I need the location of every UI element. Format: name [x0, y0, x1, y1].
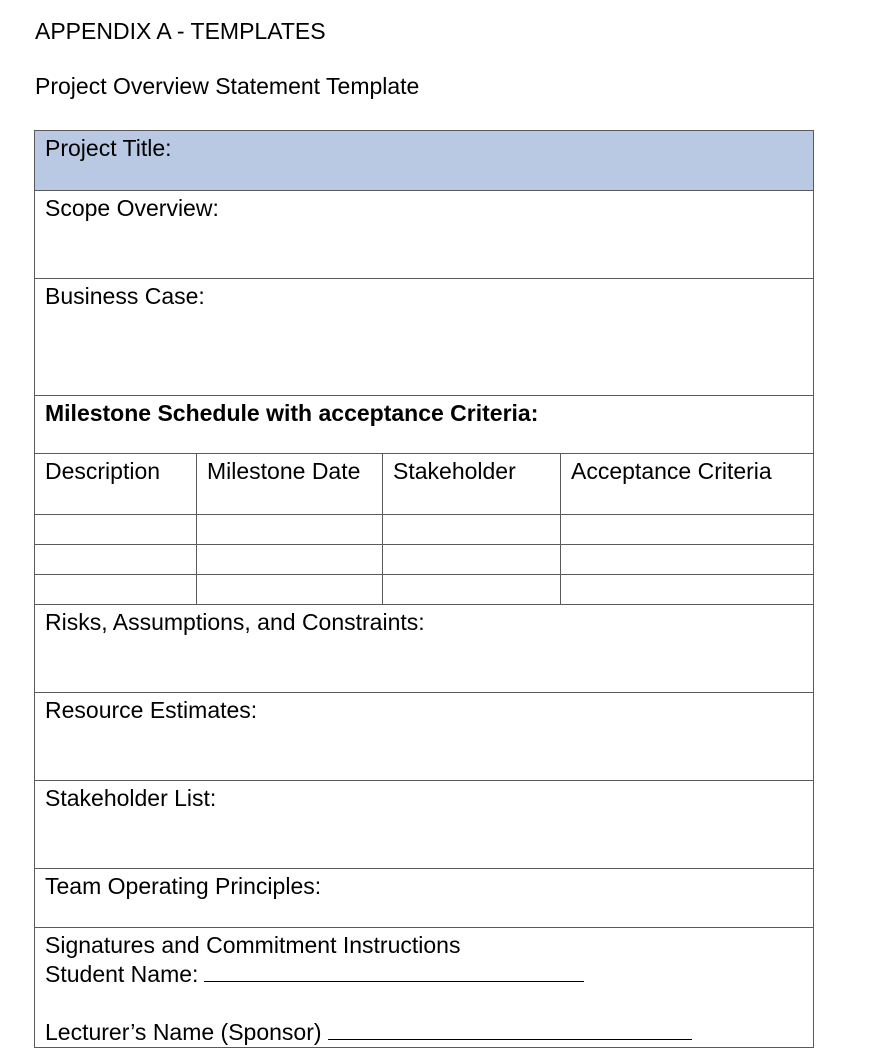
stakeholder-column-header: Stakeholder — [393, 458, 516, 484]
milestone-acceptance-cell[interactable] — [561, 515, 814, 545]
milestone-entry-row — [35, 545, 814, 575]
business-case-row — [35, 279, 814, 396]
project-overview-form — [34, 130, 814, 1048]
lecturer-name-line[interactable] — [328, 1019, 692, 1040]
milestone-date-cell[interactable] — [197, 545, 383, 575]
resource-estimates-row — [35, 693, 814, 781]
milestone-stakeholder-cell[interactable] — [383, 515, 561, 545]
stakeholder-list-row — [35, 781, 814, 869]
milestone-stakeholder-cell[interactable] — [383, 545, 561, 575]
lecturer-name-row — [45, 1018, 804, 1047]
milestone-col-acceptance — [561, 454, 814, 515]
milestone-date-cell[interactable] — [197, 575, 383, 605]
project-title-field[interactable] — [35, 131, 814, 191]
milestone-description-cell[interactable] — [35, 545, 197, 575]
milestone-date-column-header: Milestone Date — [207, 458, 361, 484]
scope-overview-row — [35, 191, 814, 279]
milestone-acceptance-cell[interactable] — [561, 545, 814, 575]
milestone-stakeholder-cell[interactable] — [383, 575, 561, 605]
milestone-col-date — [197, 454, 383, 515]
milestone-entry-row — [35, 575, 814, 605]
student-name-line[interactable] — [204, 961, 584, 982]
student-name-row — [45, 960, 804, 989]
resource-estimates-label: Resource Estimates: — [45, 697, 258, 723]
milestone-description-cell[interactable] — [35, 515, 197, 545]
risks-field[interactable] — [35, 605, 814, 693]
milestone-schedule-row — [35, 396, 814, 454]
scope-overview-field[interactable] — [35, 191, 814, 279]
milestone-header-row — [35, 454, 814, 515]
milestone-entry-row — [35, 515, 814, 545]
business-case-field[interactable] — [35, 279, 814, 396]
business-case-label: Business Case: — [45, 283, 205, 309]
stakeholder-list-label: Stakeholder List: — [45, 785, 217, 811]
team-principles-label: Team Operating Principles: — [45, 873, 322, 899]
signatures-heading: Signatures and Commitment Instructions — [45, 932, 461, 958]
milestone-col-description — [35, 454, 197, 515]
template-subheading: Project Overview Statement Template — [35, 73, 420, 99]
team-principles-row — [35, 869, 814, 928]
risks-row — [35, 605, 814, 693]
risks-label: Risks, Assumptions, and Constraints: — [45, 609, 425, 635]
milestone-schedule-heading-cell — [35, 396, 814, 454]
stakeholder-list-field[interactable] — [35, 781, 814, 869]
signatures-cell — [35, 928, 814, 1048]
resource-estimates-field[interactable] — [35, 693, 814, 781]
student-name-label: Student Name: — [45, 961, 199, 987]
appendix-heading: APPENDIX A - TEMPLATES — [35, 18, 326, 44]
milestone-acceptance-cell[interactable] — [561, 575, 814, 605]
milestone-description-cell[interactable] — [35, 575, 197, 605]
scope-overview-label: Scope Overview: — [45, 195, 219, 221]
project-title-row — [35, 131, 814, 191]
lecturer-name-label: Lecturer’s Name (Sponsor) — [45, 1019, 322, 1045]
description-column-header: Description — [45, 458, 161, 484]
milestone-schedule-heading: Milestone Schedule with acceptance Criteria: — [45, 400, 539, 426]
team-principles-field[interactable] — [35, 869, 814, 928]
signature-spacer — [45, 989, 804, 1018]
acceptance-criteria-column-header: Acceptance Criteria — [571, 458, 772, 484]
milestone-col-stakeholder — [383, 454, 561, 515]
signatures-row — [35, 928, 814, 1048]
project-title-label: Project Title: — [45, 135, 172, 161]
milestone-date-cell[interactable] — [197, 515, 383, 545]
